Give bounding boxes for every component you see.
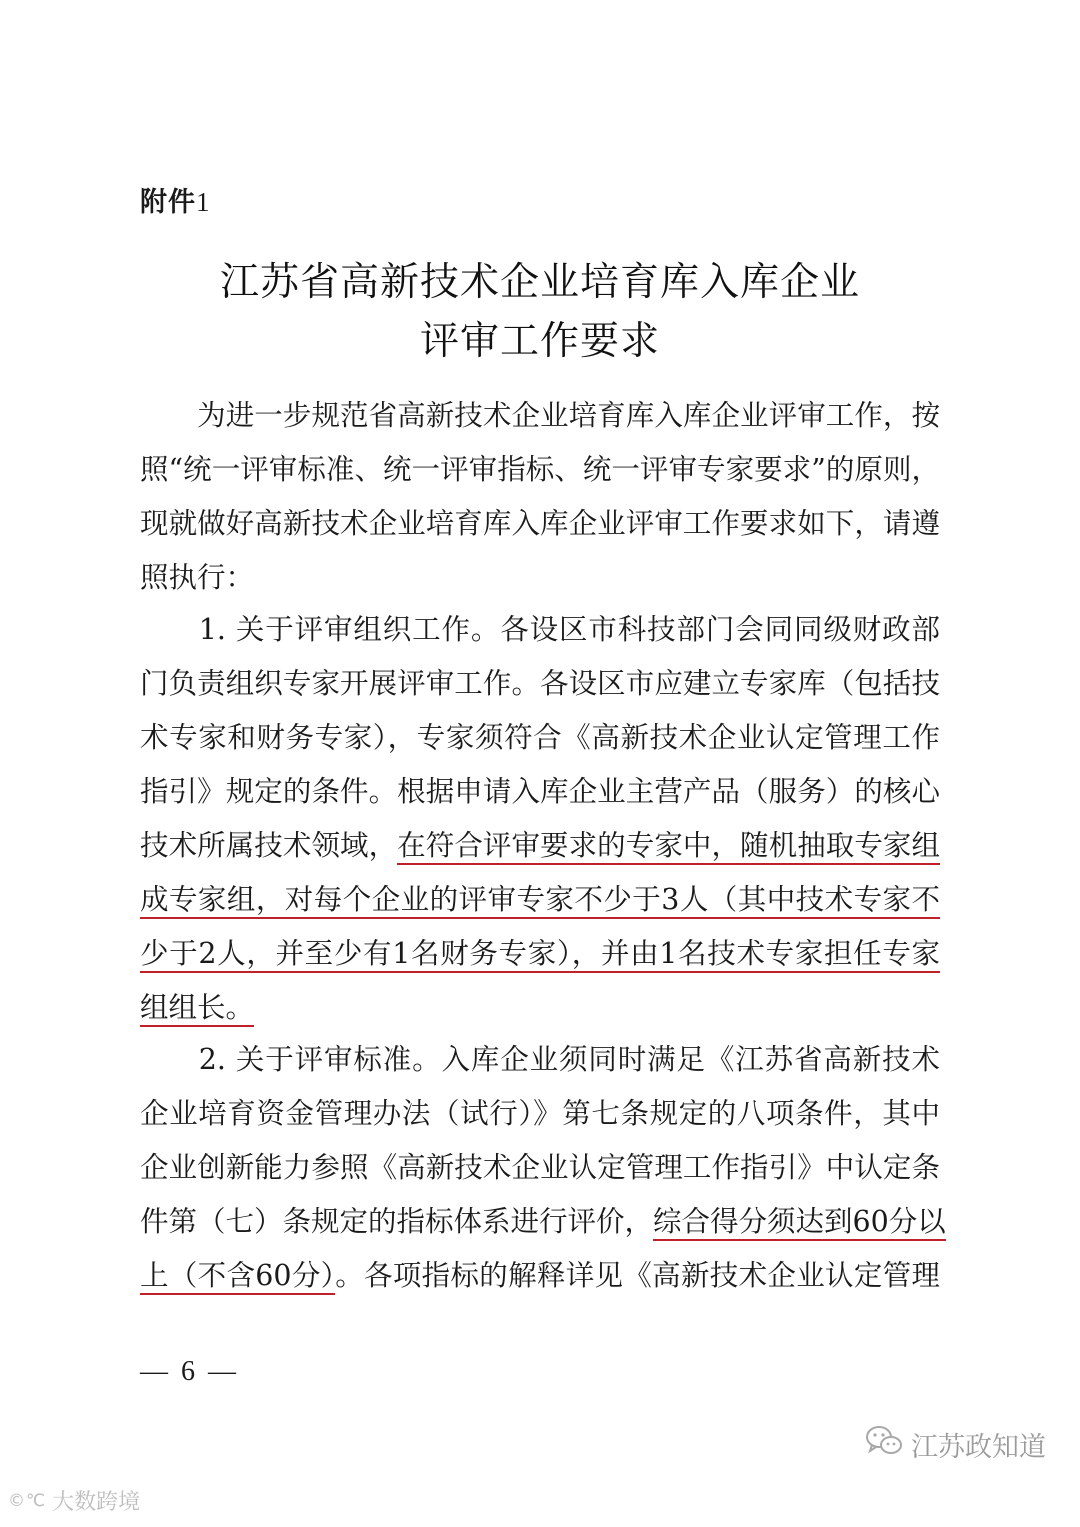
document-title-line2: 评审工作要求 xyxy=(419,319,660,364)
underlined-text: 成专家组，对每个企业的评审专家不少于3人（其中技术专家不 xyxy=(140,883,940,919)
underlined-text: 上（不含60分） xyxy=(140,1259,335,1295)
attachment-number: 1 xyxy=(196,187,211,217)
body-line xyxy=(140,934,940,974)
body-line xyxy=(140,1256,940,1296)
body-line: 现就做好高新技术企业培育库入库企业评审工作要求如下，请遵 xyxy=(140,507,940,540)
body-line: 术专家和财务专家），专家须符合《高新技术企业认定管理工作 xyxy=(140,721,940,754)
body-line xyxy=(140,988,940,1028)
body-line xyxy=(140,1202,946,1242)
body-line: 企业创新能力参照《高新技术企业认定管理工作指引》中认定条 xyxy=(140,1151,940,1184)
attachment-text: 附件 xyxy=(140,187,196,218)
body-text: 技术所属技术领域， xyxy=(140,829,398,862)
corner-logo: ©℃ xyxy=(8,1490,47,1511)
page-number: — 6 — xyxy=(140,1356,239,1387)
underlined-text: 少于2人，并至少有1名财务专家），并由1名技术专家担任专家 xyxy=(140,937,940,973)
underlined-text: 在符合评审要求的专家中，随机抽取专家组 xyxy=(397,829,940,865)
body-line: 门负责组织专家开展评审工作。各设区市应建立专家库（包括技 xyxy=(140,667,940,700)
body-line: 企业培育资金管理办法（试行）》第七条规定的八项条件，其中 xyxy=(140,1097,940,1130)
document-title-line1: 江苏省高新技术企业培育库入库企业 xyxy=(219,260,860,305)
body-text: 。各项指标的解释详见《高新技术企业认定管理 xyxy=(335,1259,940,1292)
body-text: 件第（七）条规定的指标体系进行评价， xyxy=(140,1205,654,1238)
body-line xyxy=(140,880,940,920)
body-line: 2. 关于评审标准。入库企业须同时满足《江苏省高新技术 xyxy=(140,1043,940,1076)
body-line xyxy=(140,826,940,866)
body-line: 照“统一评审标准、统一评审指标、统一评审专家要求”的原则， xyxy=(140,453,940,486)
corner-watermark xyxy=(8,1485,140,1516)
body-line: 为进一步规范省高新技术企业培育库入库企业评审工作，按 xyxy=(140,399,940,432)
body-line: 1. 关于评审组织工作。各设区市科技部门会同同级财政部 xyxy=(140,613,940,646)
body-line: 照执行： xyxy=(140,561,255,594)
body-line: 指引》规定的条件。根据申请入库企业主营产品（服务）的核心 xyxy=(140,775,940,808)
underlined-text: 综合得分须达到60分以 xyxy=(653,1205,946,1241)
underlined-text: 组组长。 xyxy=(140,991,254,1027)
attachment-label xyxy=(140,180,211,219)
watermark xyxy=(865,1425,1046,1464)
corner-text: 大数跨境 xyxy=(52,1490,141,1515)
watermark-text: 江苏政知道 xyxy=(911,1432,1046,1463)
wechat-icon xyxy=(865,1425,903,1464)
